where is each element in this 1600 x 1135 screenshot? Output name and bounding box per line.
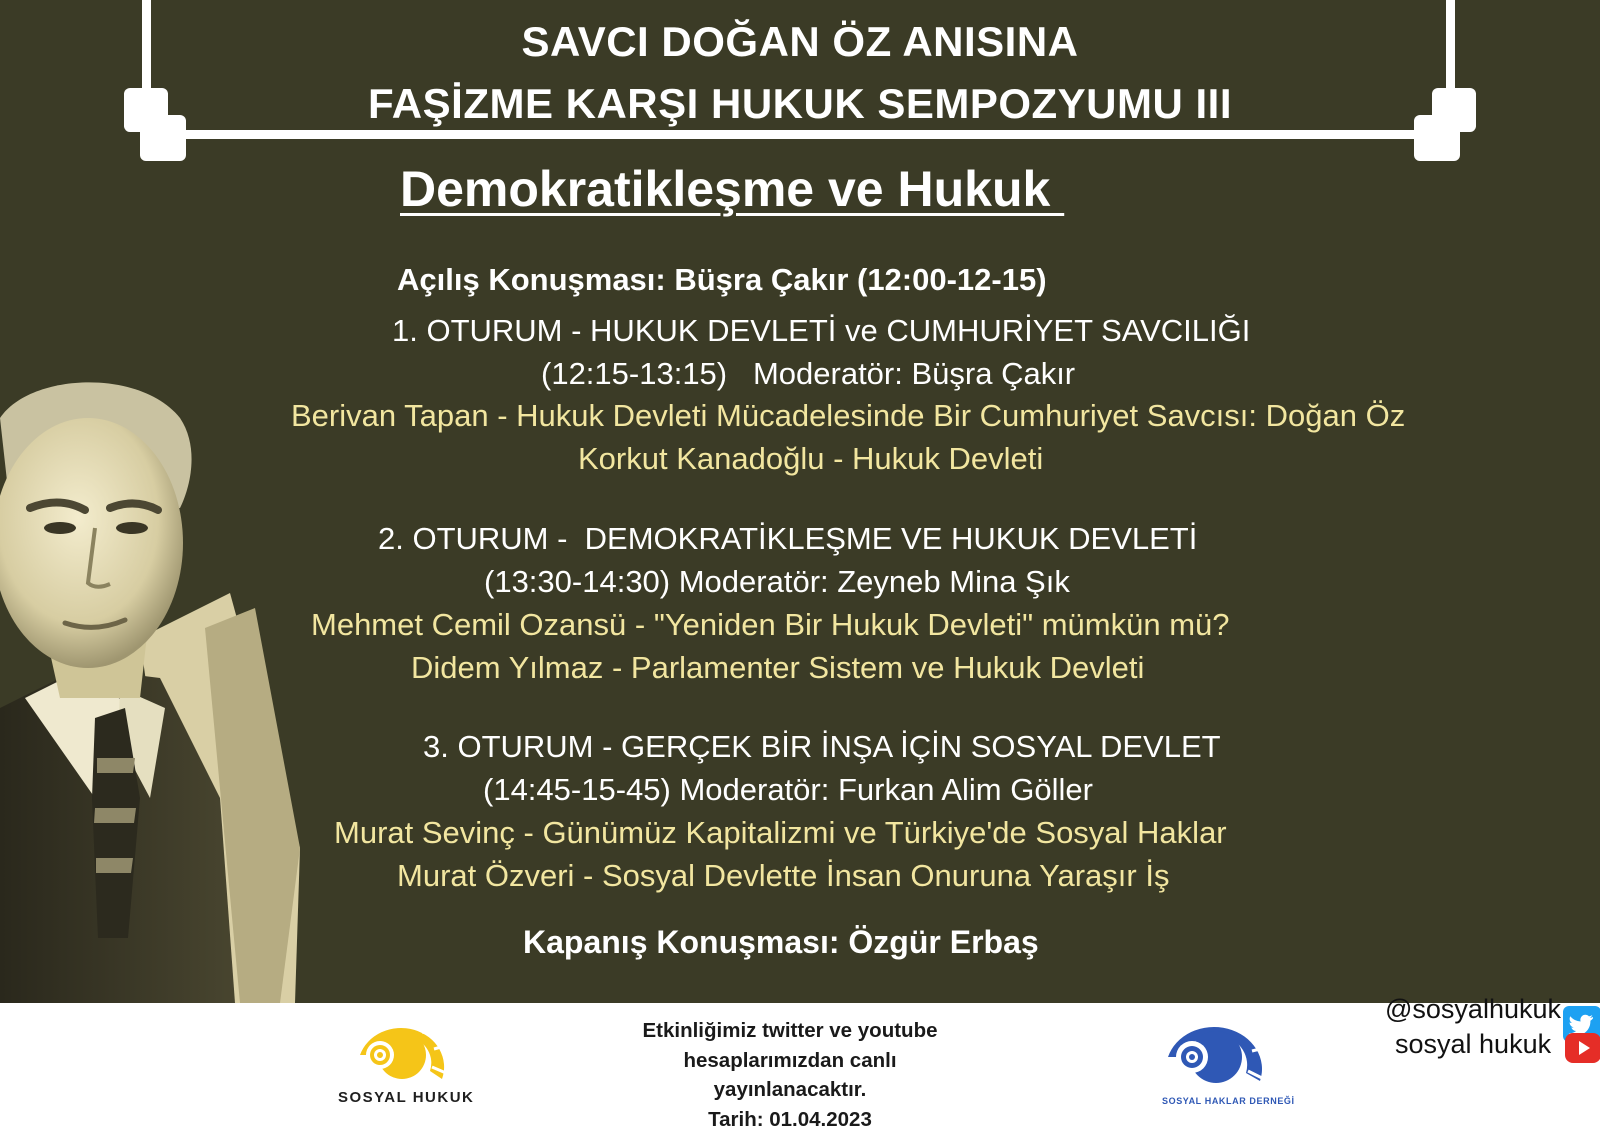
note-line-3: yayınlanacaktır. [713,1078,867,1101]
session-2-talk-1: Mehmet Cemil Ozansü - "Yeniden Bir Hukuk Devleti" mümkün mü? [311,607,1230,642]
session-2-title: 2. OTURUM - DEMOKRATİKLEŞME VE HUKUK DEVLETİ [378,521,1198,556]
session-1-time-moderator: (12:15-13:15) Moderatör: Büşra Çakır [541,356,1076,391]
sosyal-hukuk-logo-label: SOSYAL HUKUK [338,1089,475,1106]
header-title-line1: SAVCI DOĞAN ÖZ ANISINA [521,18,1079,65]
note-line-1: Etkinliğimiz twitter ve youtube [642,1019,938,1042]
session-2-time-moderator: (13:30-14:30) Moderatör: Zeyneb Mina Şık [484,564,1070,599]
note-line-2: hesaplarımızdan canlı [683,1048,897,1072]
session-2-talk-2: Didem Yılmaz - Parlamenter Sistem ve Hukuk Devleti [411,650,1145,685]
event-date: Tarih: 01.04.2023 [708,1107,872,1131]
session-3-title: 3. OTURUM - GERÇEK BİR İNŞA İÇİN SOSYAL DEVLET [423,729,1221,764]
portrait-illustration [0,378,305,1003]
youtube-channel[interactable]: sosyal hukuk [1395,1029,1552,1059]
live-stream-note [625,1016,955,1134]
sosyal-hukuk-logo [350,1015,465,1095]
closing-speech: Kapanış Konuşması: Özgür Erbaş [523,924,1039,960]
session-3-talk-1: Murat Sevinç - Günümüz Kapitalizmi ve Türkiye'de Sosyal Haklar [334,815,1227,850]
session-1-title: 1. OTURUM - HUKUK DEVLETİ ve CUMHURİYET SAVCILIĞI [392,313,1251,348]
footer [0,994,1600,1135]
sosyal-haklar-dernegi-logo [1160,1011,1275,1103]
session-3-talk-2: Murat Özveri - Sosyal Devlette İnsan Onuruna Yaraşır İş [397,858,1170,893]
youtube-icon[interactable] [1565,1033,1600,1063]
twitter-handle[interactable]: @sosyalhukuk [1385,994,1561,1024]
header-title-line2: FAŞİZME KARŞI HUKUK SEMPOZYUMU III [367,80,1233,127]
session-3-time-moderator: (14:45-15-45) Moderatör: Furkan Alim Göller [483,772,1093,807]
frame-bottom-line [142,130,1455,139]
session-1-talk-1: Berivan Tapan - Hukuk Devleti Mücadelesinde Bir Cumhuriyet Savcısı: Doğan Öz [291,398,1406,433]
sosyal-haklar-dernegi-logo-label: SOSYAL HAKLAR DERNEĞİ [1162,1096,1295,1106]
opening-speech: Açılış Konuşması: Büşra Çakır (12:00-12-15) [397,262,1047,297]
session-1-talk-2: Korkut Kanadoğlu - Hukuk Devleti [578,441,1044,476]
subtitle: Demokratikleşme ve Hukuk [400,161,1065,217]
